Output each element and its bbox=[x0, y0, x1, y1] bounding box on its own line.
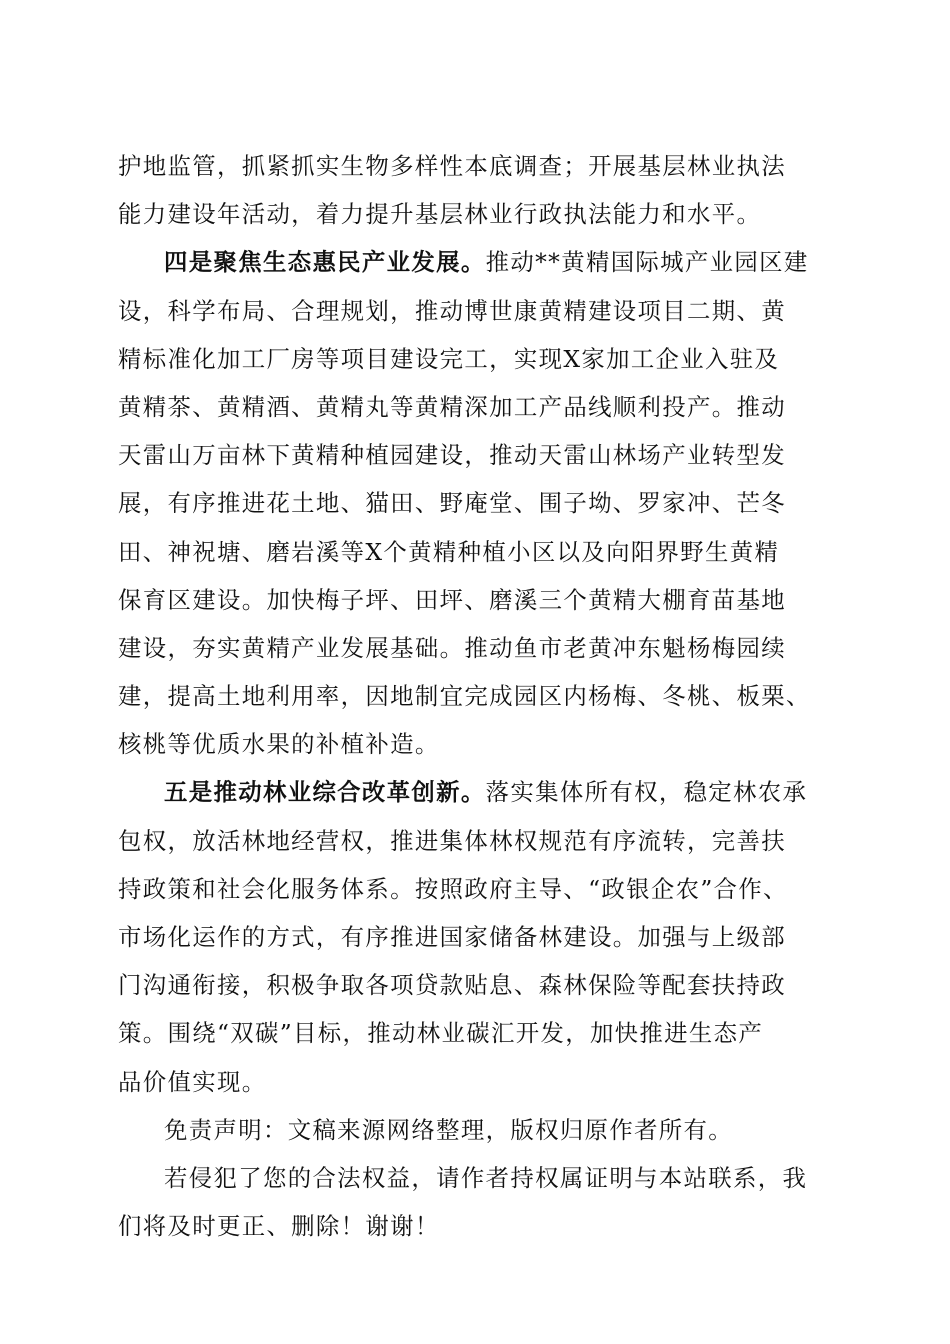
paragraph-line: 门沟通衔接，积极争取各项贷款贴息、森林保险等配套扶持政 bbox=[118, 971, 786, 1000]
document-body bbox=[118, 142, 838, 1250]
paragraph-line: 包权，放活林地经营权，推进集体林权规范有序流转，完善扶 bbox=[118, 826, 786, 855]
section-5-heading: 五是推动林业综合改革创新。 bbox=[164, 778, 486, 807]
paragraph-line: 护地监管，抓紧抓实生物多样性本底调查；开展基层林业执法 bbox=[118, 152, 786, 180]
paragraph-line: 保育区建设。加快梅子坪、田坪、磨溪三个黄精大棚育苗基地 bbox=[118, 585, 786, 614]
section-4-first-line-text: 推动**黄精国际城产业园区建 bbox=[485, 248, 809, 277]
paragraph-line: 核桃等优质水果的补植补造。 bbox=[118, 730, 440, 759]
disclaimer-line: 若侵犯了您的合法权益，请作者持权属证明与本站联系，我 bbox=[164, 1163, 808, 1192]
section-4-heading: 四是聚焦生态惠民产业发展。 bbox=[164, 248, 486, 277]
section-5-first-line-text: 落实集体所有权，稳定林农承 bbox=[485, 778, 808, 807]
disclaimer-line: 们将及时更正、删除！谢谢！ bbox=[118, 1212, 440, 1241]
paragraph-line: 精标准化加工厂房等项目建设完工，实现X家加工企业入驻及 bbox=[118, 344, 780, 373]
paragraph-line: 展，有序推进花土地、猫田、野庵堂、围子坳、罗家冲、芒冬 bbox=[118, 489, 786, 518]
paragraph-line: 市场化运作的方式，有序推进国家储备林建设。加强与上级部 bbox=[118, 923, 786, 951]
paragraph-line: 能力建设年活动，着力提升基层林业行政执法能力和水平。 bbox=[118, 200, 762, 229]
paragraph-line: 建，提高土地利用率，因地制宜完成园区内杨梅、冬桃、板栗、 bbox=[118, 682, 811, 711]
paragraph-line: 品价值实现。 bbox=[118, 1067, 267, 1096]
paragraph-line: 天雷山万亩林下黄精种植园建设，推动天雷山林场产业转型发 bbox=[118, 441, 786, 470]
paragraph-line: 田、神祝塘、磨岩溪等X个黄精种植小区以及向阳界野生黄精 bbox=[118, 537, 780, 566]
paragraph-line: 建设，夯实黄精产业发展基础。推动鱼市老黄冲东魁杨梅园续 bbox=[118, 633, 786, 662]
section-4-first-line bbox=[118, 238, 838, 286]
section-5-first-line bbox=[118, 768, 838, 816]
paragraph-line: 黄精茶、黄精酒、黄精丸等黄精深加工产品线顺利投产。推动 bbox=[118, 392, 786, 421]
disclaimer-line: 免责声明：文稿来源网络整理，版权归原作者所有。 bbox=[164, 1115, 734, 1144]
paragraph-line: 设，科学布局、合理规划，推动博世康黄精建设项目二期、黄 bbox=[118, 296, 786, 325]
paragraph-line: 持政策和社会化服务体系。按照政府主导、“政银企农”合作、 bbox=[118, 874, 788, 903]
paragraph-line: 策。围绕“双碳”目标，推动林业碳汇开发，加快推进生态产 bbox=[118, 1019, 764, 1048]
